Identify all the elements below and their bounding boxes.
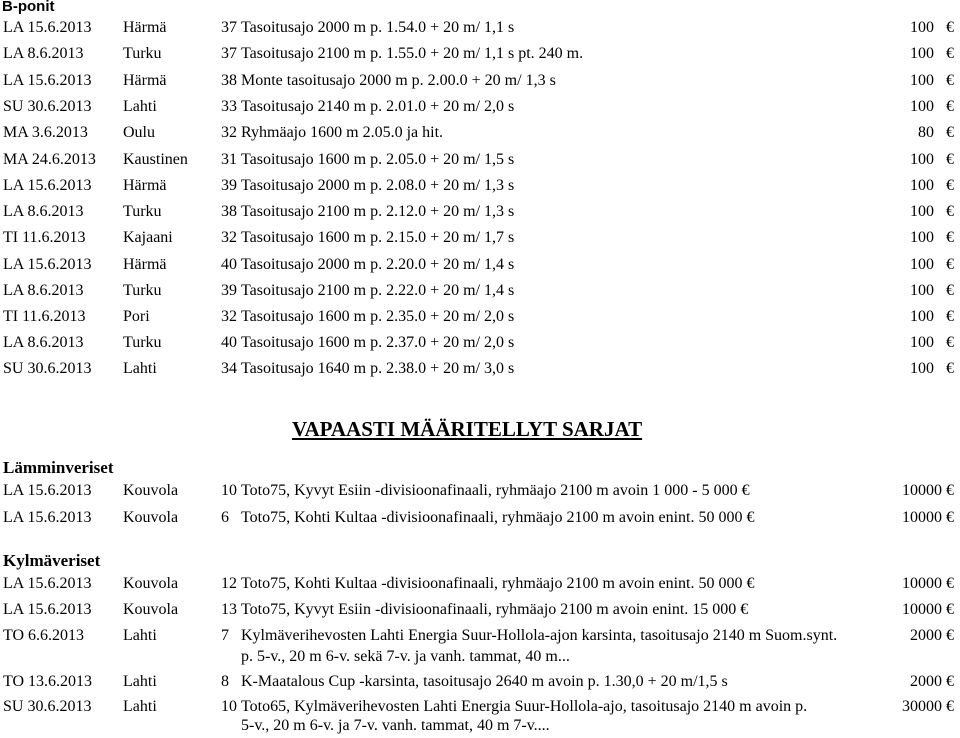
table-row (0, 282, 960, 306)
row-description: Tasoitusajo 2100 m p. 1.55.0 + 20 m/ 1,1 s pt. 240 m. (241, 45, 584, 62)
row-description: Tasoitusajo 1600 m p. 2.05.0 + 20 m/ 1,5 s (241, 151, 515, 168)
row-description: Tasoitusajo 2100 m p. 2.22.0 + 20 m/ 1,4 s (241, 282, 515, 299)
euro-sign: € (946, 360, 954, 377)
row-date: LA 8.6.2013 (3, 282, 84, 299)
row-prize: 100 (910, 19, 934, 36)
row-city: Lahti (123, 698, 157, 715)
row-number: 32 (221, 124, 237, 141)
row-city: Kouvola (123, 601, 179, 618)
table-row (0, 360, 960, 384)
row-date: LA 8.6.2013 (3, 203, 84, 220)
row-description: Toto75, Kyvyt Esiin -divisioonafinaali, ryhmäajo 2100 m avoin 1 000 - 5 000 € (241, 482, 750, 499)
row-city: Kouvola (123, 509, 179, 526)
row-number: 40 (221, 334, 237, 351)
row-prize: 100 (910, 308, 934, 325)
row-date: TO 6.6.2013 (3, 627, 85, 644)
row-city: Turku (123, 45, 162, 62)
table-row (0, 673, 960, 697)
table-row (0, 308, 960, 332)
row-description: K-Maatalous Cup -karsinta, tasoitusajo 2640 m avoin p. 1.30,0 + 20 m/1,5 s (241, 673, 728, 690)
table-row (0, 124, 960, 148)
row-number: 12 (221, 575, 237, 592)
table-row (0, 229, 960, 253)
row-date: TI 11.6.2013 (3, 229, 86, 246)
row-prize: 2000 € (910, 673, 954, 690)
euro-sign: € (946, 19, 954, 36)
table-row (0, 98, 960, 122)
euro-sign: € (946, 45, 954, 62)
euro-sign: € (946, 308, 954, 325)
row-number: 39 (221, 177, 237, 194)
row-description: Tasoitusajo 2140 m p. 2.01.0 + 20 m/ 2,0 s (241, 98, 515, 115)
row-date: TO 13.6.2013 (3, 673, 93, 690)
table-row (0, 482, 960, 506)
table-row (0, 72, 960, 96)
row-prize: 10000 € (902, 575, 954, 592)
section-heading-bponit: B-ponit (2, 0, 55, 15)
row-number: 31 (221, 151, 237, 168)
row-city: Lahti (123, 360, 157, 377)
euro-sign: € (946, 282, 954, 299)
table-row (0, 509, 960, 533)
row-date: LA 15.6.2013 (3, 256, 92, 273)
row-city: Härmä (123, 256, 167, 273)
row-prize: 100 (910, 72, 934, 89)
table-row (0, 256, 960, 280)
euro-sign: € (946, 151, 954, 168)
row-number: 32 (221, 229, 237, 246)
row-prize: 100 (910, 45, 934, 62)
row-date: LA 15.6.2013 (3, 19, 92, 36)
row-prize: 10000 € (902, 482, 954, 499)
table-row (0, 627, 960, 667)
row-number: 37 (221, 45, 237, 62)
row-city: Lahti (123, 627, 157, 644)
row-prize: 80 (918, 124, 934, 141)
row-date: SU 30.6.2013 (3, 98, 92, 115)
row-date: SU 30.6.2013 (3, 698, 92, 715)
euro-sign: € (946, 124, 954, 141)
row-date: LA 15.6.2013 (3, 482, 92, 499)
row-date: LA 8.6.2013 (3, 334, 84, 351)
euro-sign: € (946, 256, 954, 273)
row-number: 38 (221, 72, 237, 89)
row-date: LA 8.6.2013 (3, 45, 84, 62)
row-date: MA 3.6.2013 (3, 124, 88, 141)
row-prize: 100 (910, 98, 934, 115)
table-row (0, 177, 960, 201)
row-description: Ryhmäajo 1600 m 2.05.0 ja hit. (241, 124, 444, 141)
row-description: Toto75, Kohti Kultaa -divisioonafinaali, ryhmäajo 2100 m avoin enint. 50 000 € (241, 575, 755, 592)
row-prize: 10000 € (902, 601, 954, 618)
row-prize: 100 (910, 151, 934, 168)
row-date: LA 15.6.2013 (3, 177, 92, 194)
row-description: Tasoitusajo 2100 m p. 2.12.0 + 20 m/ 1,3 s (241, 203, 515, 220)
row-city: Härmä (123, 19, 167, 36)
row-description: Kylmäverihevosten Lahti Energia Suur-Hollola-ajon karsinta, tasoitusajo 2140 m Suom.synt. (241, 627, 838, 644)
row-description: Toto75, Kyvyt Esiin -divisioonafinaali, ryhmäajo 2100 m avoin enint. 15 000 € (241, 601, 749, 618)
table-row (0, 203, 960, 227)
row-date: LA 15.6.2013 (3, 509, 92, 526)
euro-sign: € (946, 72, 954, 89)
row-city: Turku (123, 334, 162, 351)
section-heading-lamminveriset: Lämminveriset (3, 458, 114, 477)
row-number: 10 (221, 698, 237, 715)
row-description: Toto75, Kohti Kultaa -divisioonafinaali, ryhmäajo 2100 m avoin enint. 50 000 € (241, 509, 755, 526)
euro-sign: € (946, 177, 954, 194)
row-number: 8 (221, 673, 229, 690)
row-city: Kouvola (123, 575, 179, 592)
row-description: Tasoitusajo 1600 m p. 2.35.0 + 20 m/ 2,0 s (241, 308, 515, 325)
row-description: Toto65, Kylmäverihevosten Lahti Energia Suur-Hollola-ajo, tasoitusajo 2140 m avoin p. (241, 698, 808, 715)
row-description: Tasoitusajo 2000 m p. 2.20.0 + 20 m/ 1,4 s (241, 256, 515, 273)
row-city: Kouvola (123, 482, 179, 499)
row-prize: 100 (910, 203, 934, 220)
table-row (0, 575, 960, 599)
row-city: Lahti (123, 673, 157, 690)
table-row (0, 601, 960, 625)
row-prize: 10000 € (902, 509, 954, 526)
row-prize: 30000 € (902, 698, 954, 715)
row-date: SU 30.6.2013 (3, 360, 92, 377)
row-date: TI 11.6.2013 (3, 308, 86, 325)
euro-sign: € (946, 334, 954, 351)
row-description: Tasoitusajo 2000 m p. 1.54.0 + 20 m/ 1,1 s (241, 19, 515, 36)
row-prize: 100 (910, 360, 934, 377)
row-description-continued: 5-v., 20 m 6-v. ja 7-v. vanh. tammat, 40 m 7-v.... (241, 717, 550, 734)
row-prize: 100 (910, 282, 934, 299)
row-city: Pori (123, 308, 150, 325)
page-title: VAPAASTI MÄÄRITELLYT SARJAT (292, 417, 643, 441)
row-city: Turku (123, 282, 162, 299)
row-city: Härmä (123, 177, 167, 194)
row-description: Monte tasoitusajo 2000 m p. 2.00.0 + 20 m/ 1,3 s (241, 72, 556, 89)
row-date: LA 15.6.2013 (3, 601, 92, 618)
row-number: 13 (221, 601, 237, 618)
row-description: Tasoitusajo 1640 m p. 2.38.0 + 20 m/ 3,0 s (241, 360, 515, 377)
row-prize: 100 (910, 229, 934, 246)
row-date: LA 15.6.2013 (3, 575, 92, 592)
row-description: Tasoitusajo 1600 m p. 2.15.0 + 20 m/ 1,7 s (241, 229, 515, 246)
row-date: LA 15.6.2013 (3, 72, 92, 89)
row-number: 39 (221, 282, 237, 299)
row-prize: 100 (910, 177, 934, 194)
row-number: 33 (221, 98, 237, 115)
row-number: 34 (221, 360, 237, 377)
row-date: MA 24.6.2013 (3, 151, 96, 168)
table-row (0, 19, 960, 43)
row-number: 10 (221, 482, 237, 499)
table-row (0, 151, 960, 175)
row-city: Kaustinen (123, 151, 188, 168)
table-row (0, 45, 960, 69)
row-city: Kajaani (123, 229, 173, 246)
euro-sign: € (946, 98, 954, 115)
row-prize: 2000 € (910, 627, 954, 644)
section-heading-kylmaveriset: Kylmäveriset (3, 551, 101, 570)
row-number: 6 (221, 509, 229, 526)
row-number: 37 (221, 19, 237, 36)
row-city: Härmä (123, 72, 167, 89)
row-description: Tasoitusajo 1600 m p. 2.37.0 + 20 m/ 2,0 s (241, 334, 515, 351)
euro-sign: € (946, 229, 954, 246)
row-number: 32 (221, 308, 237, 325)
row-prize: 100 (910, 334, 934, 351)
row-number: 38 (221, 203, 237, 220)
table-row (0, 334, 960, 358)
row-city: Oulu (123, 124, 155, 141)
table-row (0, 698, 960, 738)
row-city: Turku (123, 203, 162, 220)
row-description: Tasoitusajo 2000 m p. 2.08.0 + 20 m/ 1,3 s (241, 177, 515, 194)
row-description-continued: p. 5-v., 20 m 6-v. sekä 7-v. ja vanh. tammat, 40 m... (241, 648, 570, 665)
row-number: 7 (221, 627, 229, 644)
row-city: Lahti (123, 98, 157, 115)
row-prize: 100 (910, 256, 934, 273)
row-number: 40 (221, 256, 237, 273)
euro-sign: € (946, 203, 954, 220)
